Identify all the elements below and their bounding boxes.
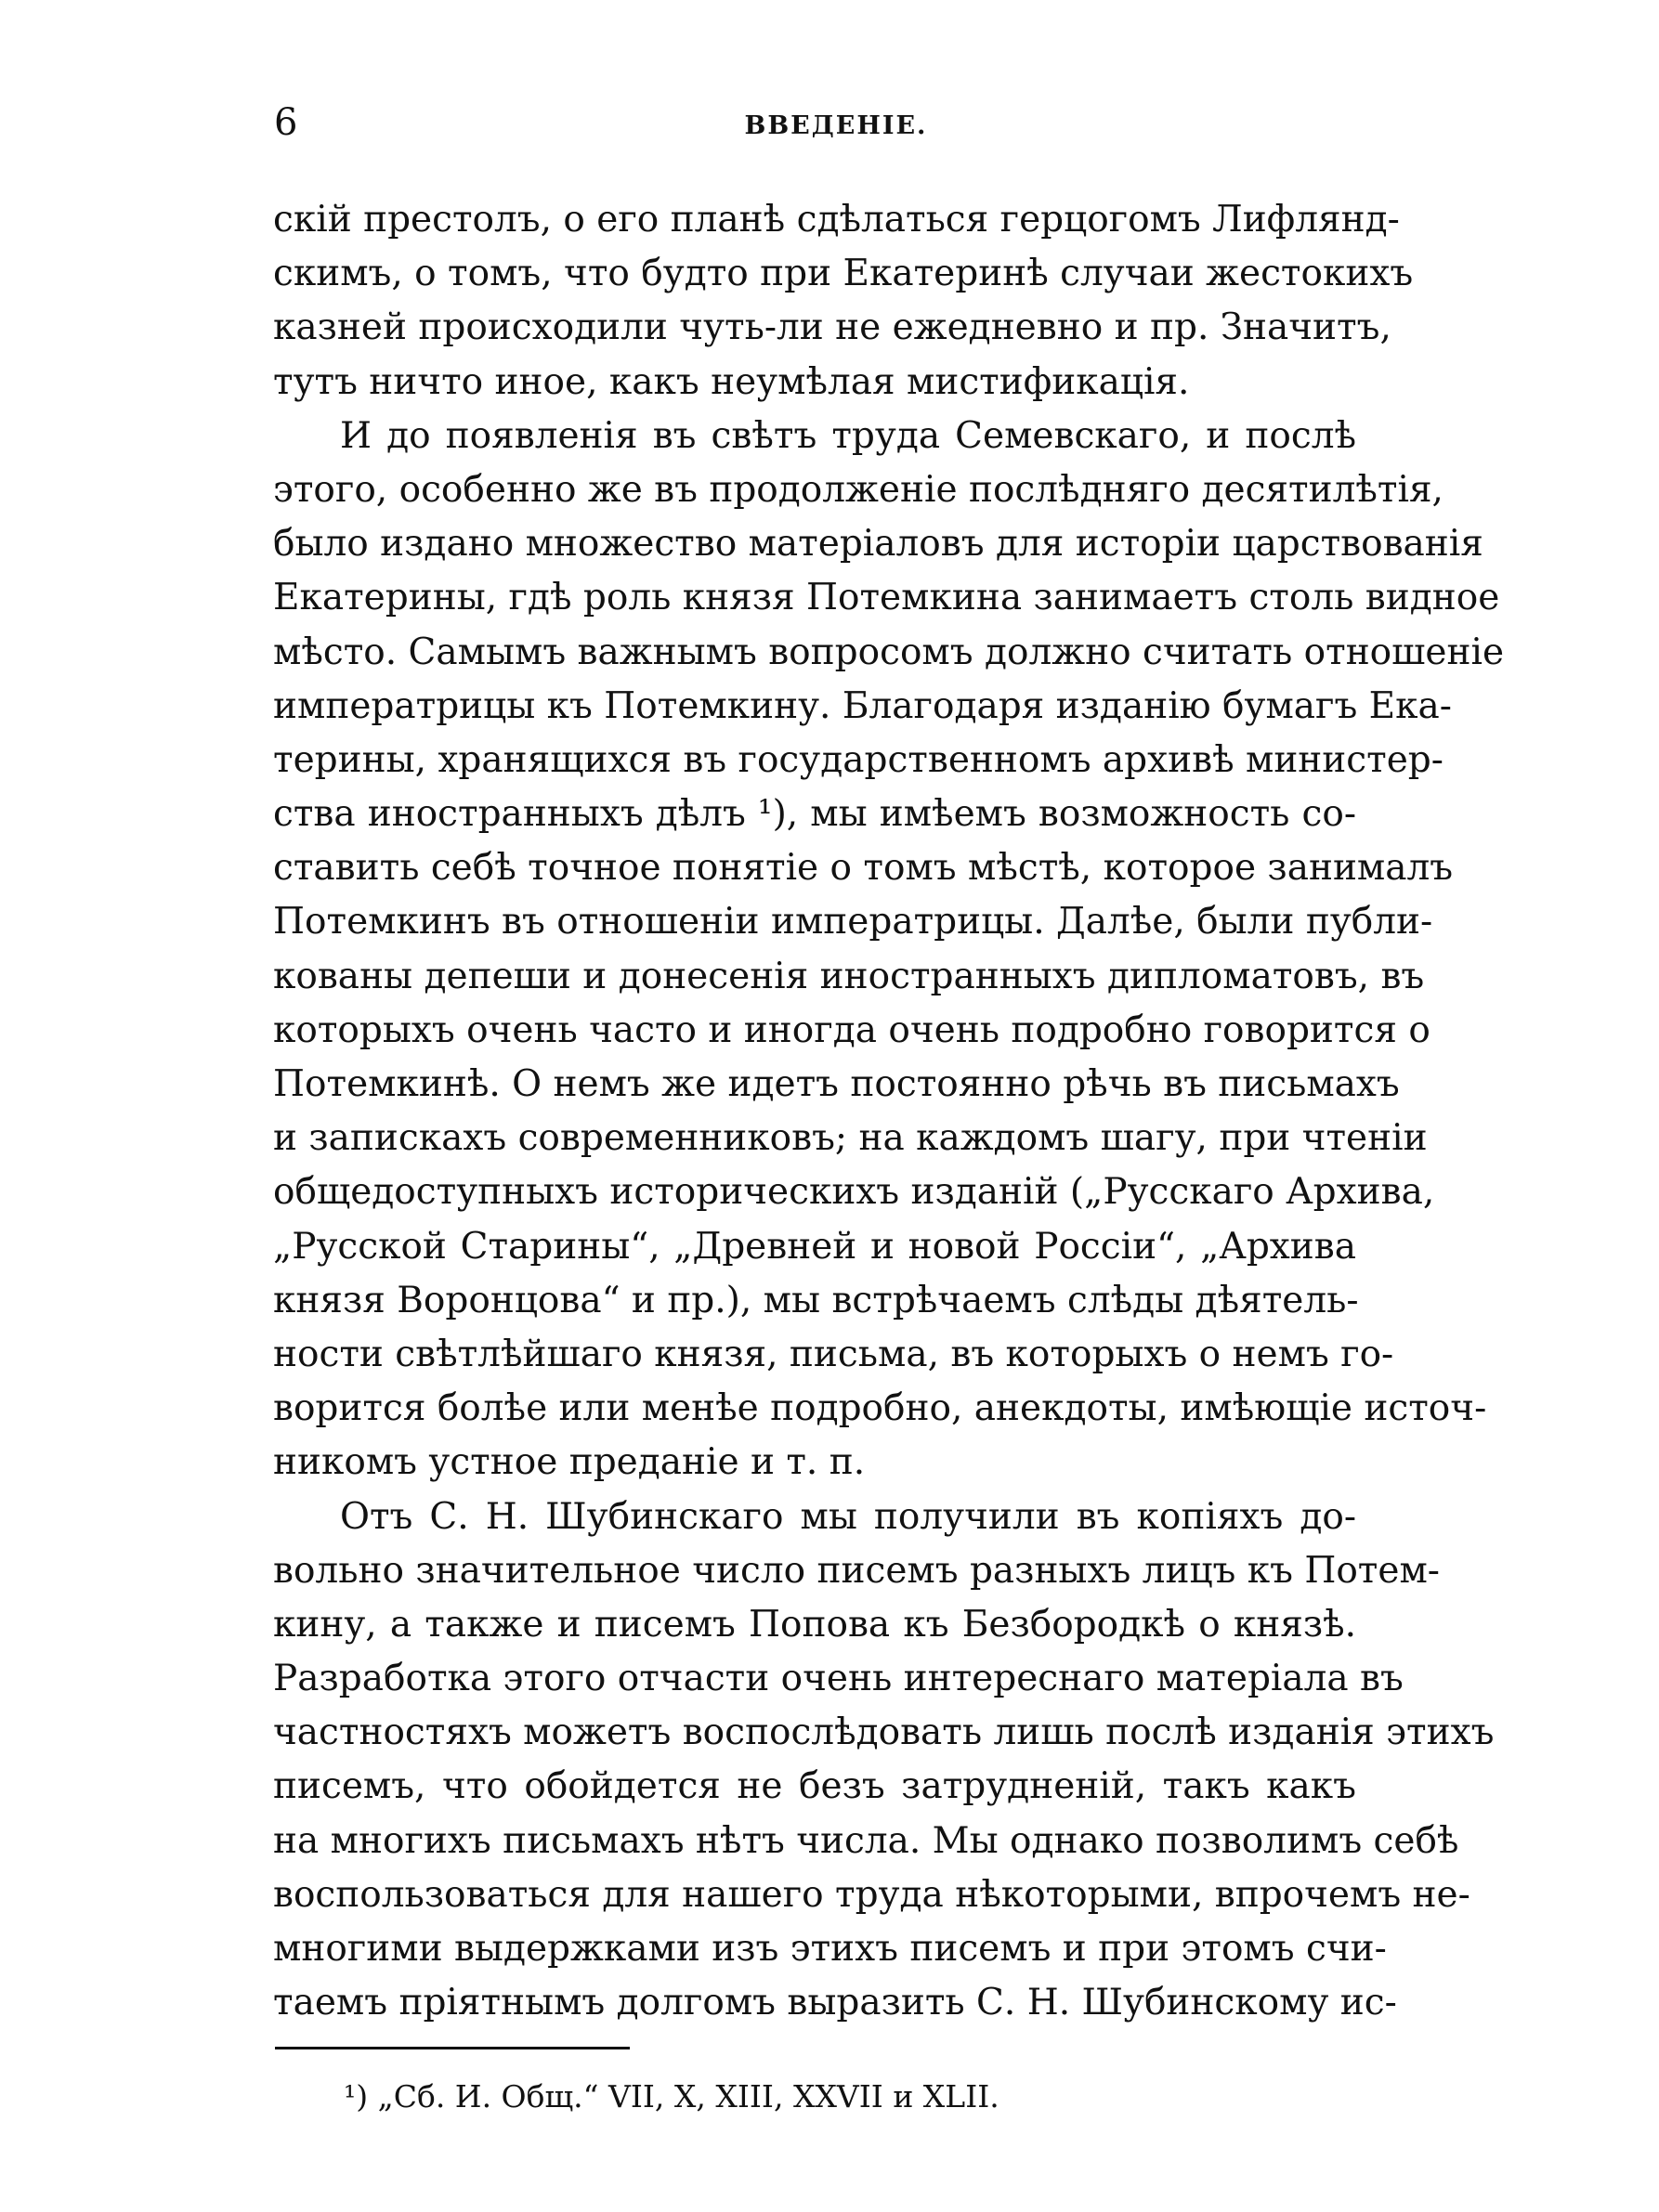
text-line: тутъ ничто иное, какъ неумѣлая мистификація. [273,360,1190,403]
text-line: на многихъ письмахъ нѣтъ числа. Мы однако позволимъ себѣ [273,1819,1459,1862]
footnote [344,2076,999,2117]
text-line: этого, особенно же въ продолженіе послѣдняго десятилѣтія, [273,468,1443,511]
text-line: ности свѣтлѣйшаго князя, письма, въ которыхъ о немъ го- [273,1333,1394,1375]
body-text [273,193,1505,2030]
text-line: „Русской Старины“, „Древней и новой Россіи“, „Архива [273,1225,1356,1268]
text-line: общедоступныхъ историческихъ изданій („Русскаго Архива, [273,1171,1435,1214]
paragraph [273,193,1414,410]
text-line: писемъ, что обойдется не безъ затрудненій, такъ какъ [273,1765,1356,1808]
text-line: казней происходили чуть-ли не ежедневно и пр. Значитъ, [273,306,1391,349]
text-line: ворится болѣе или менѣе подробно, анекдоты, имѣющіе источ- [273,1387,1487,1430]
text-line: императрицы къ Потемкину. Благодаря изданію бумагъ Ека- [273,684,1452,727]
text-line: князя Воронцова“ и пр.), мы встрѣчаемъ слѣды дѣятель- [273,1279,1359,1321]
paragraph [273,410,1505,1490]
text-line: таемъ пріятнымъ долгомъ выразить С. Н. Шубинскому ис- [273,1982,1397,2024]
text-line: терины, хранящихся въ государственномъ архивѣ министер- [273,738,1443,781]
text-line: многими выдержками изъ этихъ писемъ и при этомъ счи- [273,1928,1387,1970]
footnote-marker: ¹) [344,2078,369,2114]
text-line: Екатерины, гдѣ роль князя Потемкина занимаетъ столь видное [273,577,1500,619]
text-line: и запискахъ современниковъ; на каждомъ шагу, при чтеніи [273,1117,1428,1160]
page-number: 6 [274,101,298,144]
text-line: частностяхъ можетъ воспослѣдовать лишь послѣ изданія этихъ [273,1711,1495,1754]
text-line: скимъ, о томъ, что будто при Екатеринѣ случаи жестокихъ [273,253,1414,295]
text-line: было издано множество матеріаловъ для исторіи царствованія [273,523,1483,566]
text-line: И до появленія въ свѣтъ труда Семевскаго, и послѣ [340,414,1356,457]
text-line: никомъ устное преданіе и т. п. [273,1441,866,1484]
text-line: Потемкинъ въ отношеніи императрицы. Далѣе, были публи- [273,901,1433,943]
text-line: вольно значительное число писемъ разныхъ лицъ къ Потем- [273,1549,1440,1592]
text-line: Разработка этого отчасти очень интереснаго матеріала въ [273,1658,1404,1700]
running-header: ВВЕДЕНІЕ. [744,111,928,140]
text-line: мѣсто. Самымъ важнымъ вопросомъ должно считать отношеніе [273,631,1505,673]
text-line: скій престолъ, о его планѣ сдѣлаться герцогомъ Лифлянд- [273,199,1400,241]
footnote-divider [275,2047,630,2049]
text-line: кованы депеши и донесенія иностранныхъ дипломатовъ, въ [273,955,1425,997]
text-line: Потемкинѣ. О немъ же идетъ постоянно рѣчь въ письмахъ [273,1063,1400,1105]
text-line: Отъ С. Н. Шубинскаго мы получили въ копіяхъ до- [340,1495,1356,1538]
text-line: ства иностранныхъ дѣлъ ¹), мы имѣемъ возможность со- [273,793,1356,836]
text-line: ставить себѣ точное понятіе о томъ мѣстѣ, которое занималъ [273,847,1454,890]
text-line: которыхъ очень часто и иногда очень подробно говорится о [273,1008,1430,1051]
text-line: кину, а также и писемъ Попова къ Безбородкѣ о князѣ. [273,1603,1356,1646]
footnote-text: „Сб. И. Общ.“ VII, X, XIII, XXVII и XLII. [377,2078,999,2114]
paragraph [273,1490,1495,2031]
text-line: воспользоваться для нашего труда нѣкоторыми, впрочемъ не- [273,1873,1470,1916]
